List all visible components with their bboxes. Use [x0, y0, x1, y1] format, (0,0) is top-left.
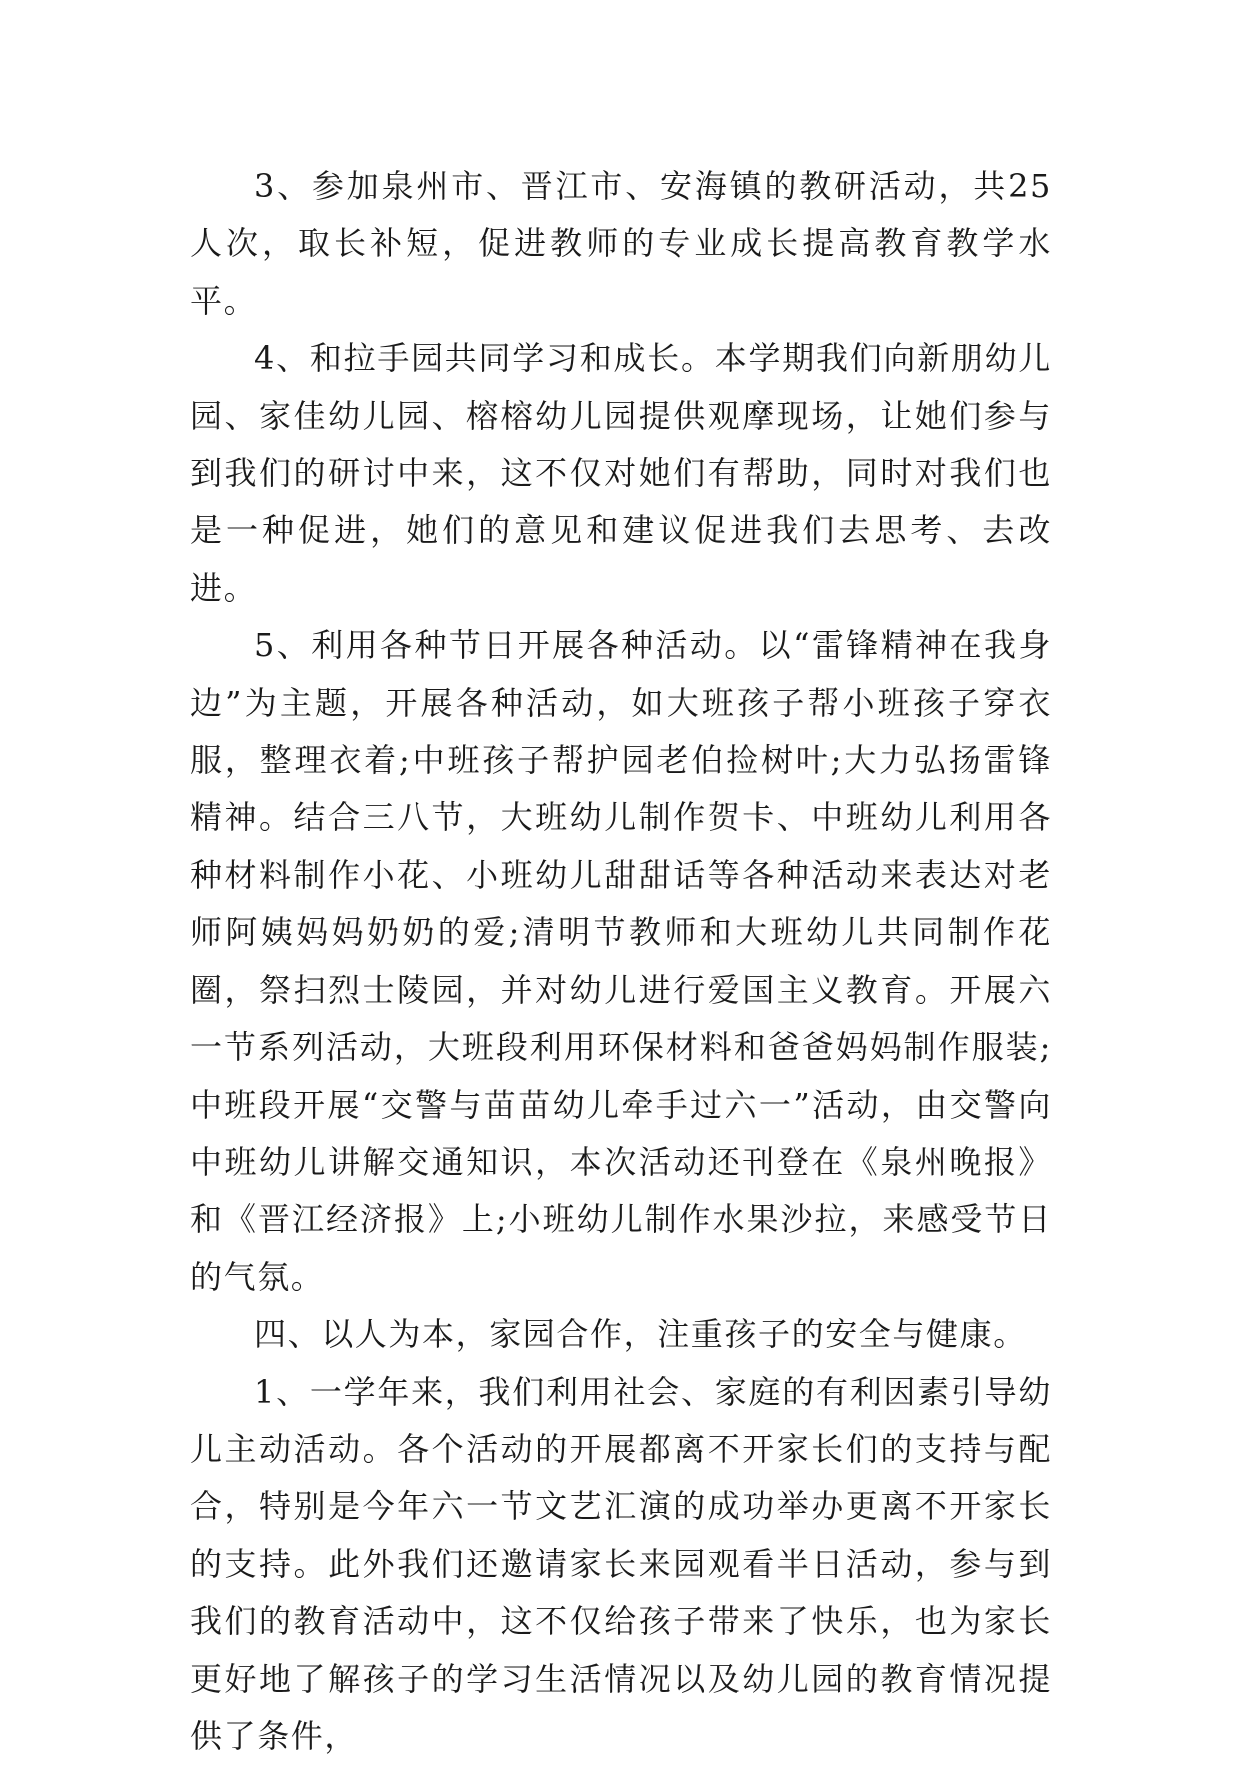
paragraph-teaching-research: 3、参加泉州市、晋江市、安海镇的教研活动，共25人次，取长补短，促进教师的专业成长提高教育教学水平。 [190, 167, 1052, 320]
document-body [190, 158, 1052, 1765]
paragraph-holiday-activities: 5、利用各种节日开展各种活动。以“雷锋精神在我身边”为主题，开展各种活动，如大班孩子帮小班孩子穿衣服，整理衣着;中班孩子帮护园老伯捡树叶;大力弘扬雷锋精神。结合三八节，大班幼儿制作贺卡、中班幼儿利用各种材料制作小花、小班幼儿甜甜话等各种活动来表达对老师阿姨妈妈奶奶的爱;清明节教师和大班幼儿共同制作花圈，祭扫烈士陵园，并对幼儿进行爱国主义教育。开展六一节系列活动，大班段利用环保材料和爸爸妈妈制作服装;中班段开展“交警与苗苗幼儿牵手过六一”活动，由交警向中班幼儿讲解交通知识，本次活动还刊登在《泉州晚报》和《晋江经济报》上;小班幼儿制作水果沙拉，来感受节日的气氛。 [190, 626, 1052, 1296]
paragraph-parent-involvement: 1、一学年来，我们利用社会、家庭的有利因素引导幼儿主动活动。各个活动的开展都离不开家长们的支持与配合，特别是今年六一节文艺汇演的成功举办更离不开家长的支持。此外我们还邀请家长来园观看半日活动，参与到我们的教育活动中，这不仅给孩子带来了快乐，也为家长更好地了解孩子的学习生活情况以及幼儿园的教育情况提供了条件， [190, 1372, 1052, 1755]
section-heading-home-school-cooperation: 四、以人为本，家园合作，注重孩子的安全与健康。 [254, 1315, 1027, 1354]
paragraph-partner-kindergartens: 4、和拉手园共同学习和成长。本学期我们向新朋幼儿园、家佳幼儿园、榕榕幼儿园提供观摩现场，让她们参与到我们的研讨中来，这不仅对她们有帮助，同时对我们也是一种促进，她们的意见和建议促进我们去思考、去改进。 [190, 339, 1052, 607]
